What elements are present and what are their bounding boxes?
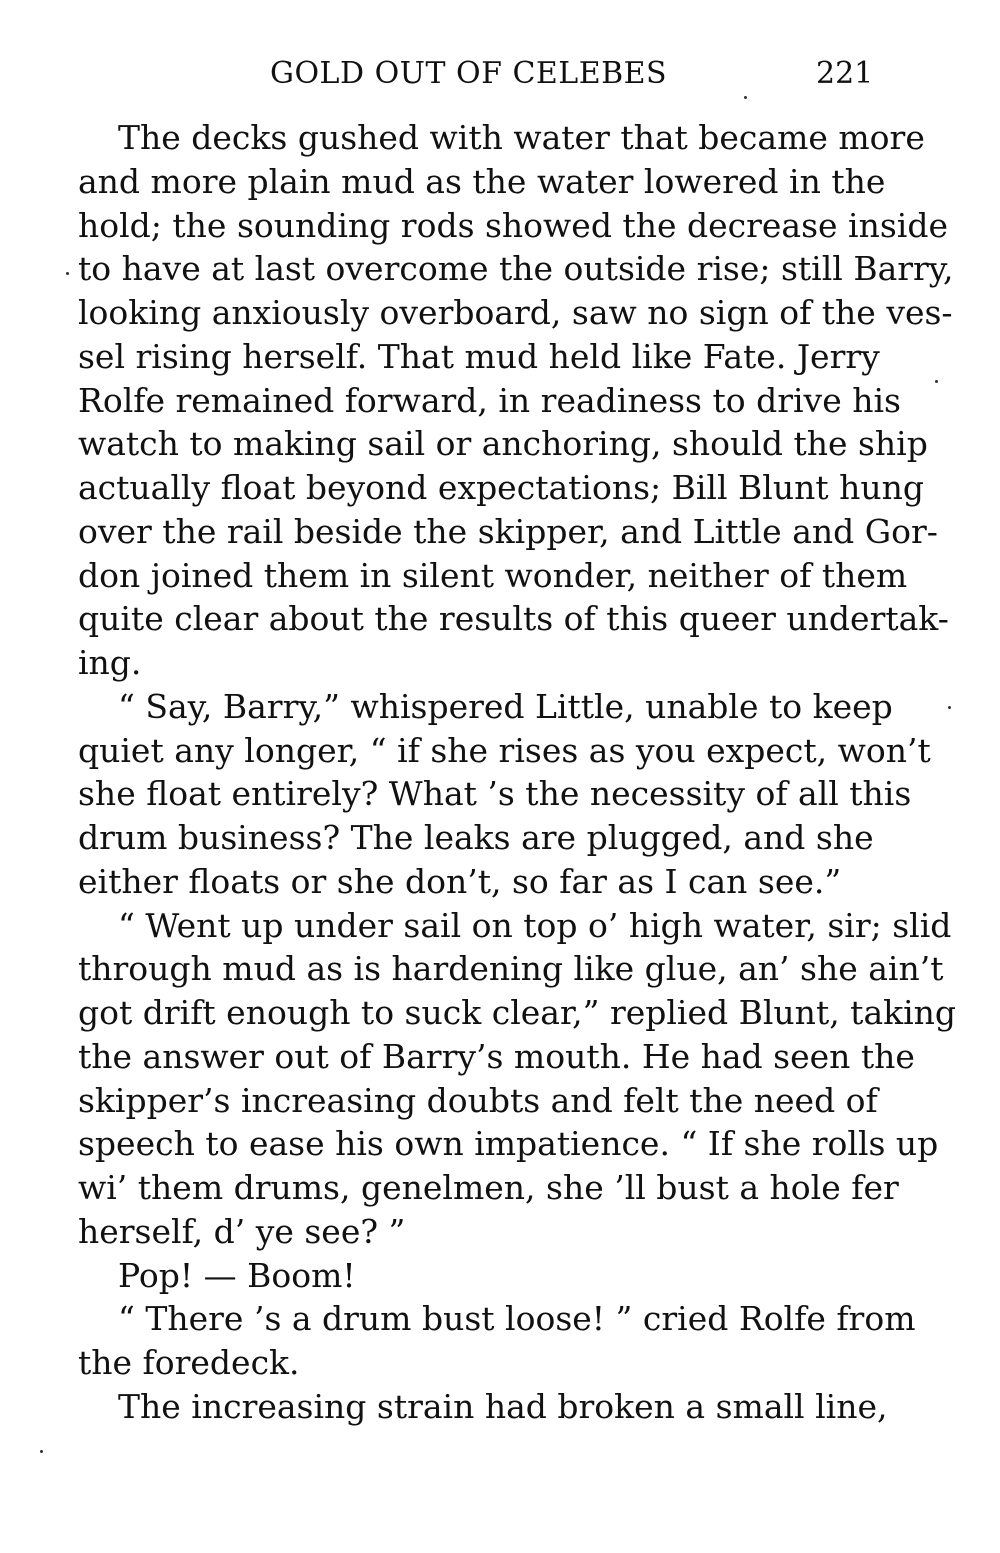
running-head: GOLD OUT OF CELEBES [270, 56, 668, 91]
text-line: “ Went up under sail on top o’ high water, sir; slid [118, 906, 952, 945]
page-number: 221 [816, 56, 874, 91]
text-line: ing. [78, 643, 142, 682]
text-line: she float entirely? What ’s the necessity of all this [78, 774, 912, 813]
print-speck [935, 380, 938, 383]
text-line: speech to ease his own impatience. “ If she rolls up [78, 1124, 939, 1163]
text-line: got drift enough to suck clear,” replied Blunt, taking [78, 993, 957, 1032]
text-line: either floats or she don’t, so far as I can see.” [78, 862, 842, 901]
text-line: drum business? The leaks are plugged, and she [78, 818, 874, 857]
text-line: “ Say, Barry,” whispered Little, unable to keep [118, 687, 893, 726]
text-line: through mud as is hardening like glue, an’ she ain’t [78, 949, 944, 988]
text-line: Pop! — Boom! [118, 1256, 356, 1295]
text-line: actually float beyond expectations; Bill Blunt hung [78, 468, 924, 507]
print-speck [40, 1450, 43, 1453]
print-speck [948, 706, 951, 709]
text-line: sel rising herself. That mud held like Fate. Jerry [78, 337, 880, 376]
print-speck [744, 96, 747, 99]
text-line: skipper’s increasing doubts and felt the need of [78, 1081, 878, 1120]
text-line: quite clear about the results of this queer undertak- [78, 599, 949, 638]
text-line: the foredeck. [78, 1343, 300, 1382]
text-line: and more plain mud as the water lowered in the [78, 162, 886, 201]
text-line: wi’ them drums, genelmen, she ’ll bust a hole fer [78, 1168, 899, 1207]
text-line: watch to making sail or anchoring, should the ship [78, 424, 928, 463]
text-line: The increasing strain had broken a small line, [118, 1387, 888, 1426]
text-line: herself, d’ ye see? ” [78, 1212, 406, 1251]
text-line: don joined them in silent wonder, neither of them [78, 556, 908, 595]
text-line: Rolfe remained forward, in readiness to drive his [78, 381, 901, 420]
text-line: “ There ’s a drum bust loose! ” cried Rolfe from [118, 1299, 916, 1338]
text-line: to have at last overcome the outside rise; still Barry, [78, 249, 954, 288]
text-line: hold; the sounding rods showed the decrease inside [78, 206, 948, 245]
text-line: the answer out of Barry’s mouth. He had seen the [78, 1037, 915, 1076]
print-speck [66, 272, 69, 275]
text-line: quiet any longer, “ if she rises as you expect, won’t [78, 731, 931, 770]
text-line: The decks gushed with water that became more [118, 118, 925, 157]
text-line: looking anxiously overboard, saw no sign of the ves- [78, 293, 953, 332]
text-line: over the rail beside the skipper, and Little and Gor- [78, 512, 938, 551]
